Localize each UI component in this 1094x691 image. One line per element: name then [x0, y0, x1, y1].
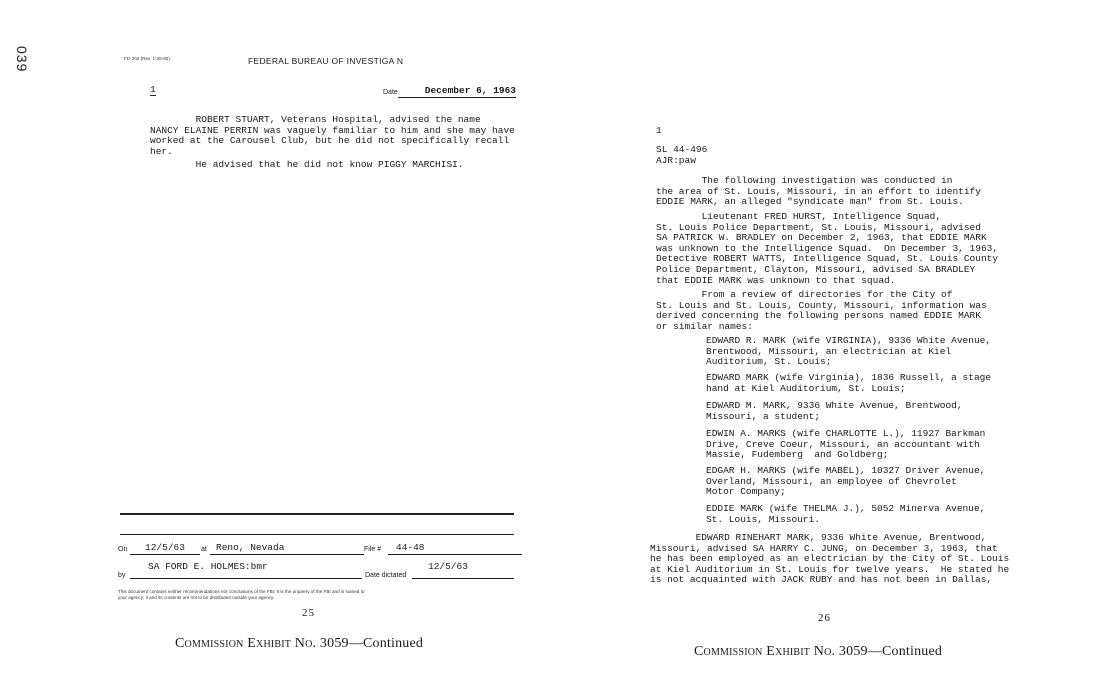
right-page-number: 26	[818, 612, 831, 624]
fbi-header-title: FEDERAL BUREAU OF INVESTIGA N	[248, 56, 404, 66]
left-paragraph-1: ROBERT STUART, Veterans Hospital, advised the name NANCY ELAINE PERRIN was vaguely familiar to him and she may have worked at the Carousel Club, but he did not specifically recall her.	[150, 114, 515, 157]
directory-entry: EDWARD R. MARK (wife VIRGINIA), 9336 White Avenue, Brentwood, Missouri, an electrician at Kiel Auditorium, St. Louis;	[706, 335, 992, 368]
file-label: File #	[364, 546, 382, 553]
directory-entry: EDWARD MARK (wife Virginia), 1836 Russell, a stage hand at Kiel Auditorium, St. Louis;	[706, 372, 992, 394]
directory-entry: EDDIE MARK (wife THELMA J.), 5052 Minerva Avenue, St. Louis, Missouri.	[706, 503, 986, 525]
by-line	[130, 578, 362, 579]
left-paragraph-2: He advised that he did not know PIGGY MARCHISI.	[150, 159, 464, 170]
dictated-line	[412, 578, 514, 579]
disclaimer-line-1: This document contains neither recommendations nor conclusions of the FBI. It is the property of the FBI and is loaned to	[118, 589, 365, 594]
dictated-value: 12/5/63	[428, 561, 468, 572]
right-caption-prefix: Commission Exhibit No. 3059	[694, 644, 868, 659]
footer-top-rule	[120, 513, 514, 515]
directory-entry: EDWIN A. MARKS (wife CHARLOTTE L.), 11927 Barkman Drive, Creve Coeur, Missouri, an accountant with Massie, Fudemberg and Goldberg;	[706, 428, 986, 461]
disclaimer-line-2: your agency; it and its contents are not to be distributed outside your agency.	[118, 595, 275, 600]
agent-value: SA FORD E. HOLMES:bmr	[148, 561, 268, 572]
right-page-marker: 1	[656, 125, 662, 136]
date-label: Date	[383, 89, 398, 96]
footer-bottom-rule	[120, 534, 514, 535]
by-label: by	[118, 572, 126, 579]
file-value: 44-48	[388, 543, 522, 555]
right-final-paragraph: EDWARD RINEHART MARK, 9336 White Avenue, Brentwood, Missouri, advised SA HARRY C. JUNG, on December 3, 1963, that he has been employed as an electrician by the City of St. Louis at Kiel Auditorium in St. Louis for twelve years. He stated he is not acquainted with JACK RUBY and has not been in Dallas,	[650, 532, 1010, 586]
right-paragraph-3: From a review of directories for the City of St. Louis and St. Louis, County, Missouri, information was derived concerning the following persons named EDDIE MARK or similar names:	[656, 289, 987, 332]
left-caption-prefix: Commission Exhibit No. 3059	[175, 636, 349, 651]
on-value: 12/5/63	[130, 543, 200, 555]
page-marker: 1	[150, 84, 156, 95]
right-caption-suffix: —Continued	[867, 644, 943, 659]
date-value: December 6, 1963	[398, 86, 516, 98]
typist-initials: AJR:paw	[656, 155, 696, 166]
side-page-number: 039	[14, 46, 30, 73]
form-number: FD-302 (Rev. 1-25-60)	[124, 56, 170, 61]
right-caption	[694, 644, 942, 660]
directory-entry: EDGAR H. MARKS (wife MABEL), 10327 Driver Avenue, Overland, Missouri, an employee of Chevrolet Motor Company;	[706, 465, 986, 498]
left-caption-suffix: —Continued	[348, 636, 424, 651]
left-page-number: 25	[302, 607, 315, 619]
directory-entry: EDWARD M. MARK, 9336 White Avenue, Brentwood, Missouri, a student;	[706, 400, 963, 422]
at-value: Reno, Nevada	[210, 543, 364, 555]
left-caption	[175, 636, 423, 652]
at-label: at	[201, 546, 207, 553]
right-paragraph-1: The following investigation was conducted in the area of St. Louis, Missouri, in an effort to identify EDDIE MARK, an alleged "syndicate man" from St. Louis.	[656, 175, 981, 208]
dictated-label: Date dictated	[365, 572, 407, 579]
on-label: On	[118, 546, 128, 553]
file-reference: SL 44-496	[656, 144, 708, 155]
right-paragraph-2: Lieutenant FRED HURST, Intelligence Squad, St. Louis Police Department, St. Louis, Missouri, advised SA PATRICK W. BRADLEY on December 2, 1963, that EDDIE MARK was unknown to the Intelligence Squad. On December 3, 1963, Detective ROBERT WATTS, Intelligence Squad, St. Louis County Police Department, Clayton, Missouri, advised SA BRADLEY that EDDIE MARK was unknown to that squad.	[656, 211, 999, 286]
